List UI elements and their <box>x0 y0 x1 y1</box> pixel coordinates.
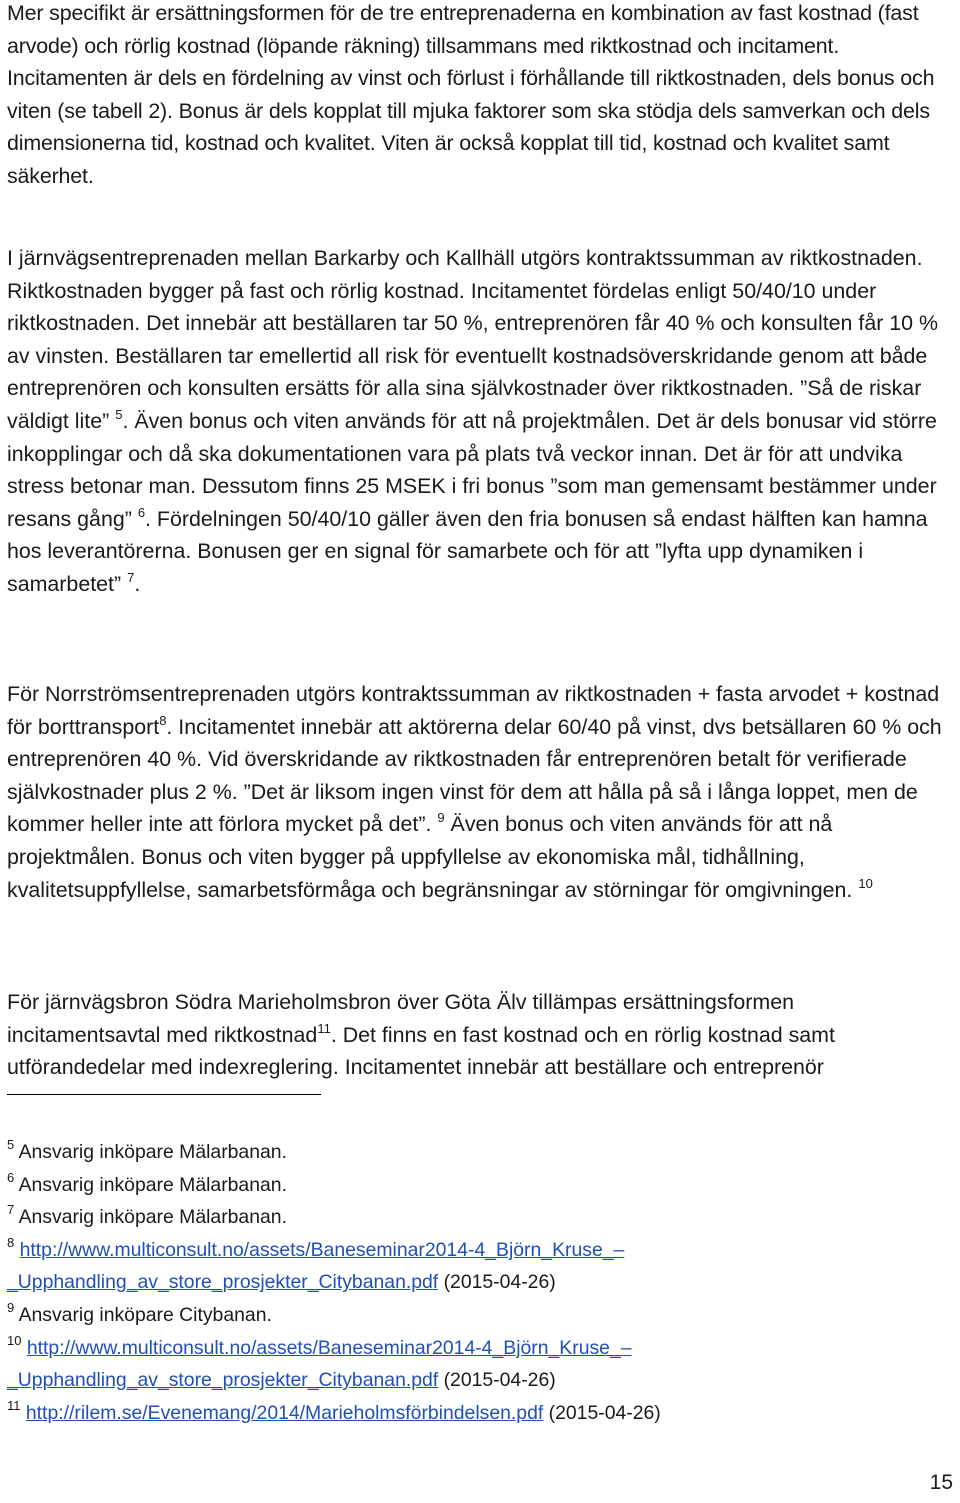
paragraph-text: I järnvägsentreprenaden mellan Barkarby och Kallhäll utgörs kontraktssumman av riktkostnaden. Riktkostnaden bygger på fast och rörlig kostnad. Incitamentet fördelas enligt 50/40/10 under riktkostnaden. Det innebär att beställaren tar 50 %, entreprenören får 40 % och konsulten får 10 % av vinsten. Beställaren tar emellertid all risk för eventuellt kostnadsöverskridande genom att både entreprenören och konsulten ersätts för alla sina självkostnader över riktkostnaden. ”Så de riskar väldigt lite” <box>7 246 939 433</box>
footnote-ref-8[interactable]: 8 <box>159 712 167 728</box>
footnote-ref-11[interactable]: 11 <box>317 1020 331 1036</box>
footnote-5 <box>7 1136 907 1169</box>
paragraph-compensation-form <box>7 0 953 193</box>
paragraph-marieholmsbron <box>7 986 953 1084</box>
footnote-9 <box>7 1299 907 1332</box>
footnote-number: 11 <box>7 1397 21 1413</box>
footnotes <box>7 1136 907 1429</box>
footnote-number: 9 <box>7 1299 15 1315</box>
footnote-text: Ansvarig inköpare Mälarbanan. <box>18 1206 287 1229</box>
page-number: 15 <box>929 1471 953 1494</box>
footnote-text: Ansvarig inköpare Mälarbanan. <box>18 1173 287 1196</box>
footnote-10 <box>7 1332 907 1397</box>
footnote-number: 8 <box>7 1234 15 1250</box>
footnote-text: Ansvarig inköpare Citybanan. <box>18 1303 272 1326</box>
paragraph-text: För järnvägsbron Södra Marieholmsbron över Göta Älv tillämpas ersättningsformen incitamentsavtal med riktkostnad <box>7 990 795 1047</box>
paragraph-text: Mer specifikt är ersättningsformen för de tre entreprenaderna en kombination av fast kostnad (fast arvode) och rörlig kostnad (löpande räkning) tillsammans med riktkostnad och incitament. Incitamenten är dels en fördelning av vinst och förlust i förhållande till riktkostnaden, dels bonus och viten (se tabell 2). Bonus är dels kopplat till mjuka faktorer som ska stödja dels samverkan och dels dimensionerna tid, kostnad och kvalitet. Viten är också kopplat till tid, kostnad och kvalitet samt säkerhet. <box>7 1 935 188</box>
paragraph-text: . Det finns en fast kostnad och en rörlig kostnad samt utförandedelar med indexreglering. Incitamentet innebär att beställare och entreprenör <box>7 1022 835 1080</box>
paragraph-norrstrom <box>7 678 953 906</box>
footnote-ref-5[interactable]: 5 <box>115 406 123 422</box>
footnote-link[interactable]: http://www.multiconsult.no/assets/Baneseminar2014-4_Björn_Kruse_–_Upphandling_av_store_prosjekter_Citybanan.pdf <box>7 1336 632 1392</box>
footnote-ref-9[interactable]: 9 <box>437 810 445 826</box>
footnote-6 <box>7 1169 907 1202</box>
paragraph-text: . Fördelningen 50/40/10 gäller även den fria bonusen så endast hälften kan hamna hos leverantörerna. Bonusen ger en signal för samarbete och för att ”lyfta upp dynamiken i samarbetet” <box>7 506 928 596</box>
footnote-number: 5 <box>7 1137 15 1152</box>
paragraph-text: För Norrströmsentreprenaden utgörs kontraktssumman av riktkostnaden + fasta arvodet + kostnad för borttransport <box>7 682 940 739</box>
footnote-ref-6[interactable]: 6 <box>137 504 146 520</box>
footnote-8 <box>7 1234 907 1299</box>
footnote-ref-10[interactable]: 10 <box>858 875 873 891</box>
footnote-11 <box>7 1397 907 1430</box>
footnote-number: 7 <box>7 1202 15 1218</box>
footnote-number: 10 <box>7 1332 22 1348</box>
paragraph-text: . Incitamentet innebär att aktörerna delar 60/40 på vinst, dvs betsällaren 60 % och entreprenören 40 %. Vid överskridande av riktkostnaden får entreprenören betalt för verifierade självkostnader plus 2 %. ”Det är liksom ingen vinst för dem att hålla på så i långa loppet, men de kommer heller inte att förlora mycket på det”. <box>7 714 942 837</box>
paragraph-barkarby-kallhall <box>7 242 953 601</box>
footnote-text: Ansvarig inköpare Mälarbanan. <box>18 1141 287 1163</box>
footnote-date: (2015-04-26) <box>438 1369 556 1392</box>
paragraph-text: . Även bonus och viten används för att nå projektmålen. Det är dels bonusar vid större inkopplingar och då ska dokumentationen vara på plats två veckor innan. Det är för att undvika stress betonar man. Dessutom finns 25 MSEK i fri bonus ”som man gemensamt bestämmer under resans gång” <box>7 408 937 531</box>
footnote-link[interactable]: http://www.multiconsult.no/assets/Baneseminar2014-4_Björn_Kruse_–_Upphandling_av_store_prosjekter_Citybanan.pdf <box>7 1238 625 1294</box>
footnote-ref-7[interactable]: 7 <box>127 569 135 585</box>
footnote-date: (2015-04-26) <box>543 1401 661 1424</box>
footnote-link[interactable]: http://rilem.se/Evenemang/2014/Marieholmsförbindelsen.pdf <box>25 1401 544 1424</box>
paragraph-text: . <box>134 571 141 596</box>
footnote-number: 6 <box>7 1169 15 1185</box>
footnote-date: (2015-04-26) <box>438 1271 556 1294</box>
paragraph-text: Även bonus och viten används för att nå projektmålen. Bonus och viten bygger på uppfyllelse av ekonomiska mål, tidhållning, kvalitetsuppfyllelse, samarbetsförmåga och begränsningar av störningar för omgivningen. <box>7 812 853 902</box>
footnote-separator <box>7 1094 321 1095</box>
footnote-7 <box>7 1201 907 1234</box>
